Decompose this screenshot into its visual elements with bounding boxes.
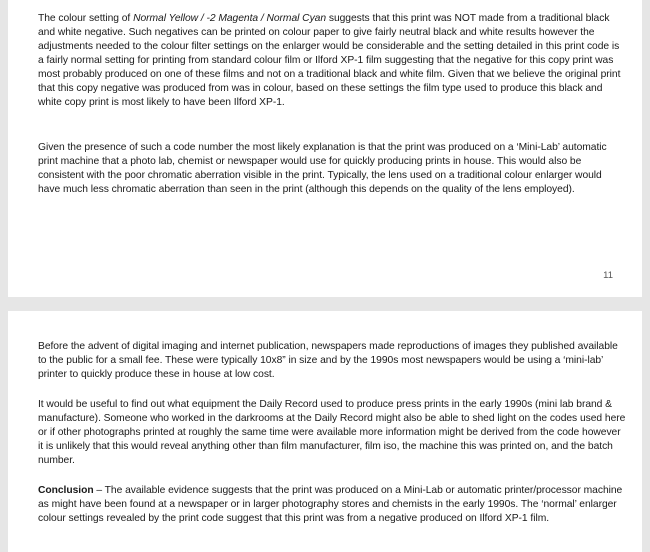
paragraph-conclusion xyxy=(38,484,626,526)
page-number: 11 xyxy=(603,270,613,281)
conclusion-text: – The available evidence suggests that the print was produced on a Mini-Lab or automatic printer/processor machine as might have been found at a newspaper or in larger photography stores and chemists in the early 1990s. The ‘normal’ enlarger colour settings revealed by the print code suggest that this print was from a negative produced on Ilford XP-1 film. xyxy=(38,485,623,524)
paragraph-lead-text: The colour setting of xyxy=(38,13,134,24)
document-page-1 xyxy=(8,0,642,297)
paragraph-body-text: suggests that this print was NOT made from a traditional black and white negative. Such negatives can be printed on colour paper to give fairly neutral black and white results however the adjustments needed to the colour filter settings on the enlarger would be considerable and the setting detailed in this print code is a fairly normal setting for printing from standard colour film or Ilford XP-1 film suggesting that the negative for this copy print was most probably produced on one of these films and not on a traditional black and white film. Given that we believe the original print that this copy negative was produced from was in colour, based on these settings the film type used to produce this black and white copy print is most likely to have been Ilford XP-1. xyxy=(38,13,621,108)
colour-setting-value: Normal Yellow / -2 Magenta / Normal Cyan xyxy=(133,13,327,24)
document-page-2 xyxy=(8,311,642,552)
paragraph-daily-record-equipment: It would be useful to find out what equipment the Daily Record used to produce press prints in the early 1990s (mini lab brand & manufacture). Someone who worked in the darkrooms at the Daily Record might also be able to shed light on the codes used here or if other photographs printed at roughly the same time were available more information might be derived from the code however it is unlikely that this would reveal anything other than film manufacturer, film iso, the machine this was printed on, and the batch number. xyxy=(38,399,626,466)
paragraph-colour-setting xyxy=(38,12,626,110)
paragraph-mini-lab: Given the presence of such a code number the most likely explanation is that the print was produced on a ‘Mini-Lab’ automatic print machine that a photo lab, chemist or newspaper would use for quickly producing prints in house. This would also be consistent with the poor chromatic aberration visible in the print. Typically, the lens used on a traditional colour enlarger would have much less chromatic aberration than seen in the print (although this depends on the quality of the lens employed). xyxy=(38,142,607,195)
conclusion-label: Conclusion xyxy=(38,485,94,496)
paragraph-newspaper-reproductions: Before the advent of digital imaging and internet publication, newspapers made reproductions of images they published available to the public for a small fee. These were typically 10x8” in size and by the 1990s most newspapers would be using a ‘mini-lab’ printer to quickly produce these in house at low cost. xyxy=(38,341,618,380)
